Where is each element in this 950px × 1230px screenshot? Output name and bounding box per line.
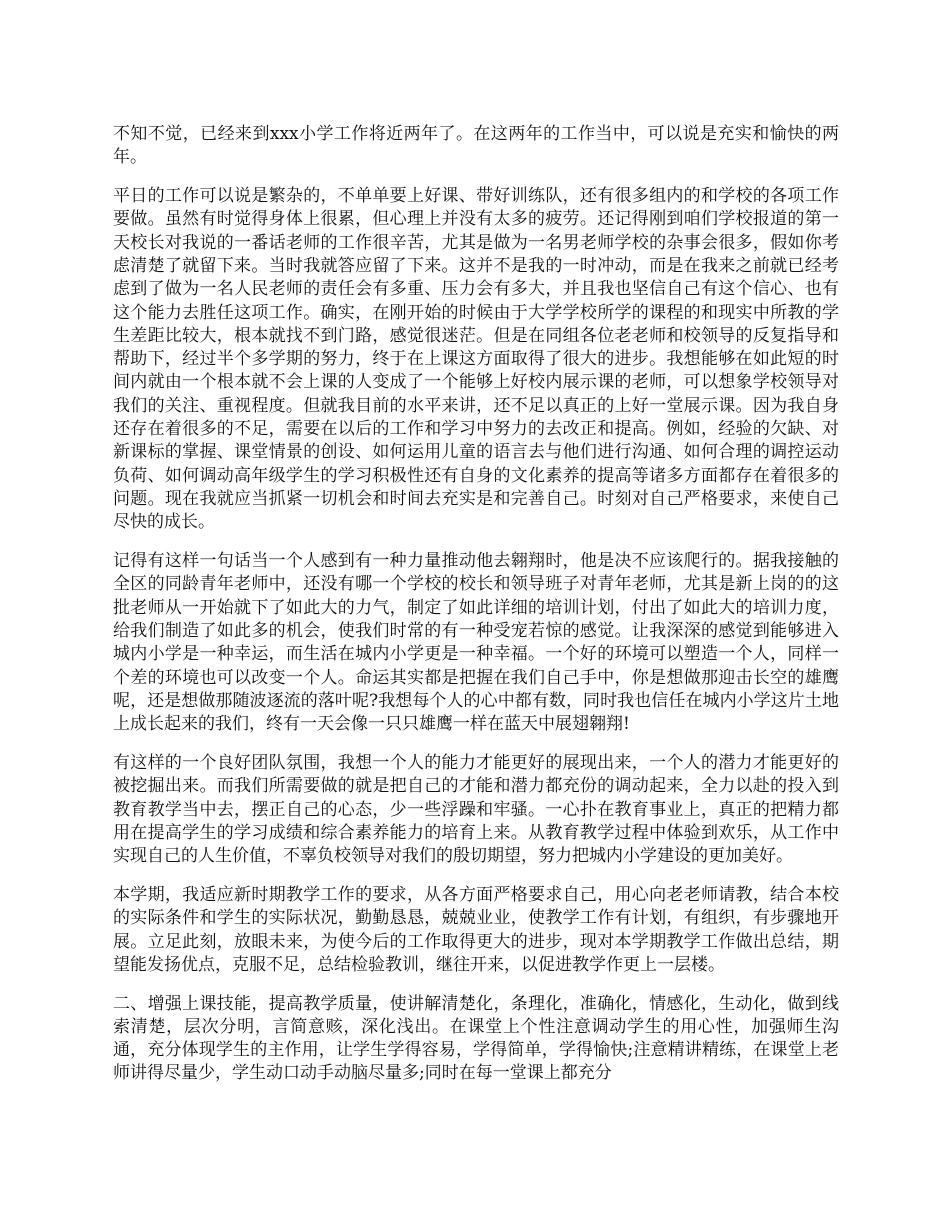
paragraph-teaching-skills: 二、增强上课技能，提高教学质量，使讲解清楚化，条理化，准确化，情感化，生动化，做到线索清楚，层次分明，言简意赅，深化浅出。在课堂上个性注意调动学生的用心性，加强师生沟通，充分体现学生的主作用，让学生学得容易，学得简单，学得愉快;注意精讲精练，在课堂上老师讲得尽量少，学生动口动手动脑尽量多;同时在每一堂课上都充分 xyxy=(113,993,839,1084)
document-body xyxy=(113,123,839,1086)
paragraph-semester-summary: 本学期，我适应新时期教学工作的要求，从各方面严格要求自己，用心向老老师请教，结合本校的实际条件和学生的实际状况，勤勤恳恳，兢兢业业，使教学工作有计划，有组织，有步骤地开展。立足此刻，放眼未来，为使今后的工作取得更大的进步，现对本学期教学工作做出总结，期望能发扬优点，克服不足，总结检验教训，继往开来，以促进教学作更上一层楼。 xyxy=(113,884,839,975)
paragraph-growth-opportunity: 记得有这样一句话当一个人感到有一种力量推动他去翱翔时，他是决不应该爬行的。据我接触的全区的同龄青年老师中，还没有哪一个学校的校长和领导班子对青年老师，尤其是新上岗的的这批老师从一开始就下了如此大的力气，制定了如此详细的培训计划，付出了如此大的培训力度，给我们制造了如此多的机会，使我们时常的有一种受宠若惊的感觉。让我深深的感觉到能够进入城内小学是一种幸运，而生活在城内小学更是一种幸福。一个好的环境可以塑造一个人，同样一个差的环境也可以改变一个人。命运其实都是把握在我们自己手中，你是想做那迎击长空的雄鹰呢，还是想做那随波逐流的落叶呢?我想每个人的心中都有数，同时我也信任在城内小学这片土地上成长起来的我们，终有一天会像一只只雄鹰一样在蓝天中展翅翱翔! xyxy=(113,551,839,735)
paragraph-intro: 不知不觉，已经来到xxx小学工作将近两年了。在这两年的工作当中，可以说是充实和愉快的两年。 xyxy=(113,124,839,168)
paragraph-team-atmosphere: 有这样的一个良好团队氛围，我想一个人的能力才能更好的展现出来，一个人的潜力才能更好的被挖掘出来。而我们所需要做的就是把自己的才能和潜力都充份的调动起来，全力以赴的投入到教育教学当中去，摆正自己的心态，少一些浮躁和牢骚。一心扑在教育事业上，真正的把精力都用在提高学生的学习成绩和综合素养能力的培育上来。从教育教学过程中体验到欢乐，从工作中实现自己的人生价值，不辜负校领导对我们的殷切期望，努力把城内小学建设的更加美好。 xyxy=(113,752,839,867)
paragraph-daily-work: 平日的工作可以说是繁杂的，不单单要上好课、带好训练队，还有很多组内的和学校的各项工作要做。虽然有时觉得身体上很累，但心理上并没有太多的疲劳。还记得刚到咱们学校报道的第一天校长对我说的一番话老师的工作很辛苦，尤其是做为一名男老师学校的杂事会很多，假如你考虑清楚了就留下来。当时我就答应留了下来。这并不是我的一时冲动，而是在我来之前就已经考虑到了做为一名人民老师的责任会有多重、压力会有多大，并且我也坚信自己有这个信心、也有这个能力去胜任这项工作。确实，在刚开始的时候由于大学学校所学的课程的和现实中所教的学生差距比较大，根本就找不到门路，感觉很迷茫。但是在同组各位老老师和校领导的反复指导和帮助下，经过半个多学期的努力，终于在上课这方面取得了很大的进步。我想能够在如此短的时间内就由一个根本就不会上课的人变成了一个能够上好校内展示课的老师，可以想象学校领导对我们的关注、重视程度。但就我目前的水平来讲，还不足以真正的上好一堂展示课。因为我自身还存在着很多的不足，需要在以后的工作和学习中努力的去改正和提高。例如，经验的欠缺、对新课标的掌握、课堂情景的创设、如何运用儿童的语言去与他们进行沟通、如何合理的调控运动负荷、如何调动高年级学生的学习积极性还有自身的文化素养的提高等诸多方面都存在着很多的问题。现在我就应当抓紧一切机会和时间去充实是和完善自己。时刻对自己严格要求，来使自己尽快的成长。 xyxy=(113,186,839,533)
